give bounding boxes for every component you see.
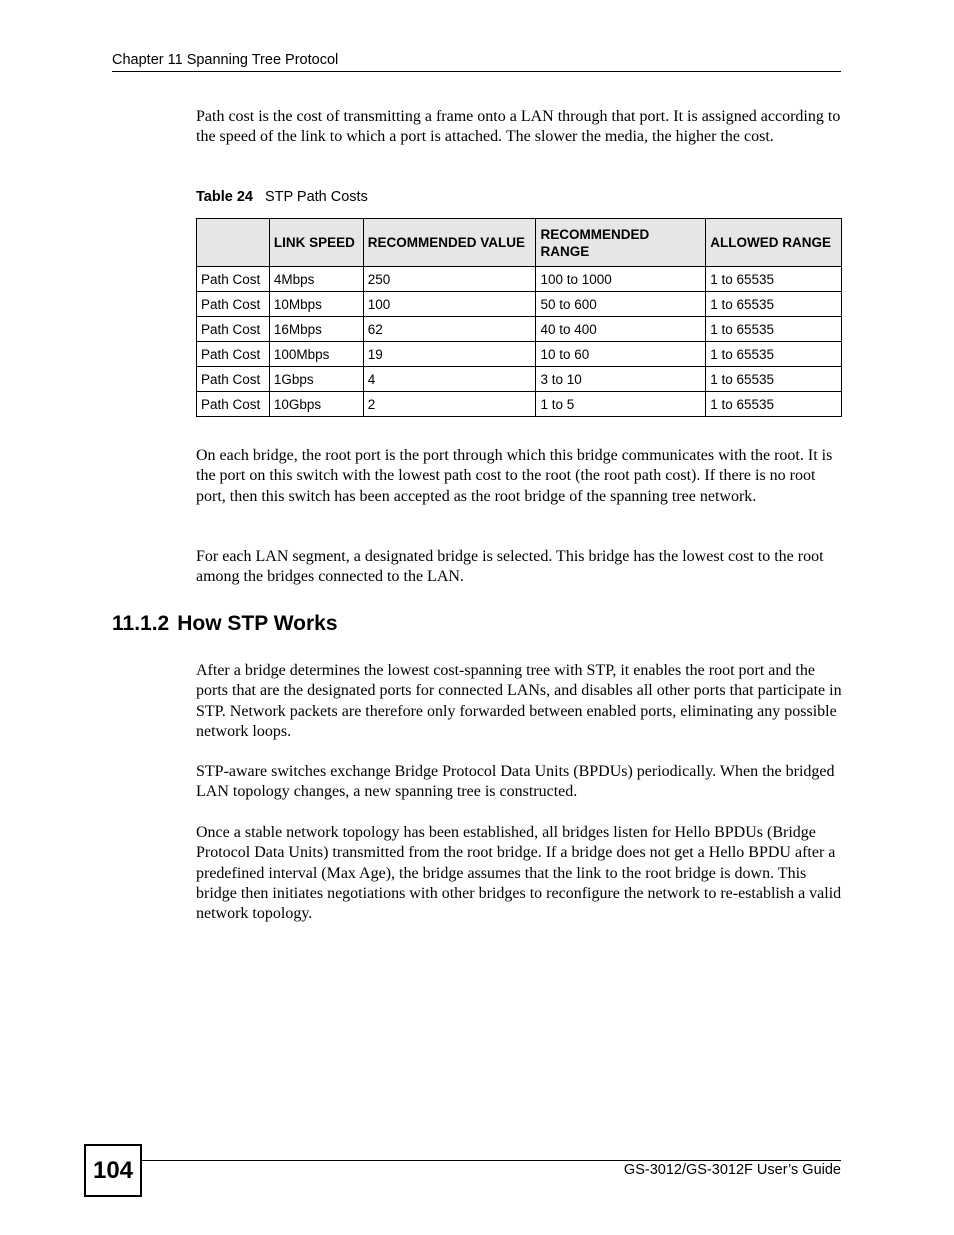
table-cell: Path Cost	[197, 292, 270, 317]
table-cell: 250	[363, 267, 536, 292]
table-cell: 1 to 5	[536, 392, 706, 417]
section-number: 11.1.2	[112, 612, 170, 635]
table-cell: 100Mbps	[269, 342, 363, 367]
column-header-link-speed: LINK SPEED	[269, 219, 363, 267]
table-cell: 10Mbps	[269, 292, 363, 317]
root-port-paragraph: On each bridge, the root port is the port through which this bridge communicates with the root. It is the port on this switch with the lowest path cost to the root (the root path cost). If there is no root port, then this switch has been accepted as the root bridge of the spanning tree network.	[196, 447, 833, 505]
column-header	[197, 219, 270, 267]
table-cell: Path Cost	[197, 267, 270, 292]
table-row	[197, 292, 842, 317]
table-cell: 1 to 65535	[706, 292, 842, 317]
stp-works-paragraph: After a bridge determines the lowest cost-spanning tree with STP, it enables the root port and the ports that are the designated ports for connected LANs, and disables all other ports that participate in STP. Network packets are therefore only forwarded between enabled ports, eliminating any possible network loops.	[196, 662, 842, 740]
table-cell: 1 to 65535	[706, 342, 842, 367]
table-cell: Path Cost	[197, 392, 270, 417]
footer-divider	[140, 1160, 841, 1161]
table-row	[197, 267, 842, 292]
page-number: 104	[84, 1144, 142, 1197]
table-cell: Path Cost	[197, 367, 270, 392]
header-divider	[112, 71, 841, 72]
intro-paragraph: Path cost is the cost of transmitting a frame onto a LAN through that port. It is assigned according to the speed of the link to which a port is attached. The slower the media, the higher the cost.	[196, 108, 841, 146]
designated-bridge-paragraph: For each LAN segment, a designated bridge is selected. This bridge has the lowest cost to the root among the bridges connected to the LAN.	[196, 548, 824, 586]
table-cell: 100 to 1000	[536, 267, 706, 292]
section-heading	[112, 612, 338, 636]
table-cell: 4Mbps	[269, 267, 363, 292]
table-cell: 4	[363, 367, 536, 392]
table-cell: 10Gbps	[269, 392, 363, 417]
table-cell: 100	[363, 292, 536, 317]
table-cell: Path Cost	[197, 317, 270, 342]
stp-path-costs-table	[196, 218, 842, 417]
table-row	[197, 367, 842, 392]
table-cell: 1Gbps	[269, 367, 363, 392]
table-cell: 19	[363, 342, 536, 367]
bpdu-exchange-paragraph: STP-aware switches exchange Bridge Protocol Data Units (BPDUs) periodically. When the bridged LAN topology changes, a new spanning tree is constructed.	[196, 763, 835, 801]
table-cell: 1 to 65535	[706, 392, 842, 417]
guide-title: GS-3012/GS-3012F User’s Guide	[623, 1162, 841, 1178]
table-caption	[196, 189, 368, 205]
column-header-allowed-range: ALLOWED RANGE	[706, 219, 842, 267]
table-row	[197, 392, 842, 417]
table-title: STP Path Costs	[264, 189, 368, 205]
table-cell: Path Cost	[197, 342, 270, 367]
table-cell: 10 to 60	[536, 342, 706, 367]
table-cell: 50 to 600	[536, 292, 706, 317]
table-cell: 1 to 65535	[706, 267, 842, 292]
table-header-row	[197, 219, 842, 267]
column-header-recommended-value: RECOMMENDED VALUE	[363, 219, 536, 267]
chapter-header: Chapter 11 Spanning Tree Protocol	[112, 52, 339, 68]
table-cell: 3 to 10	[536, 367, 706, 392]
section-title: How STP Works	[177, 612, 338, 635]
table-cell: 62	[363, 317, 536, 342]
table-cell: 16Mbps	[269, 317, 363, 342]
table-row	[197, 342, 842, 367]
table-cell: 2	[363, 392, 536, 417]
table-cell: 40 to 400	[536, 317, 706, 342]
column-header-recommended-range: RECOMMENDED RANGE	[536, 219, 706, 267]
table-row	[197, 317, 842, 342]
table-cell: 1 to 65535	[706, 367, 842, 392]
table-cell: 1 to 65535	[706, 317, 842, 342]
table-label: Table 24	[196, 189, 253, 205]
hello-bpdu-paragraph: Once a stable network topology has been established, all bridges listen for Hello BPDUs (Bridge Protocol Data Units) transmitted from the root bridge. If a bridge does not get a Hello BPDU after a predefined interval (Max Age), the bridge assumes that the link to the root bridge is down. This bridge then initiates negotiations with other bridges to reconfigure the network to re-establish a valid network topology.	[196, 824, 842, 923]
